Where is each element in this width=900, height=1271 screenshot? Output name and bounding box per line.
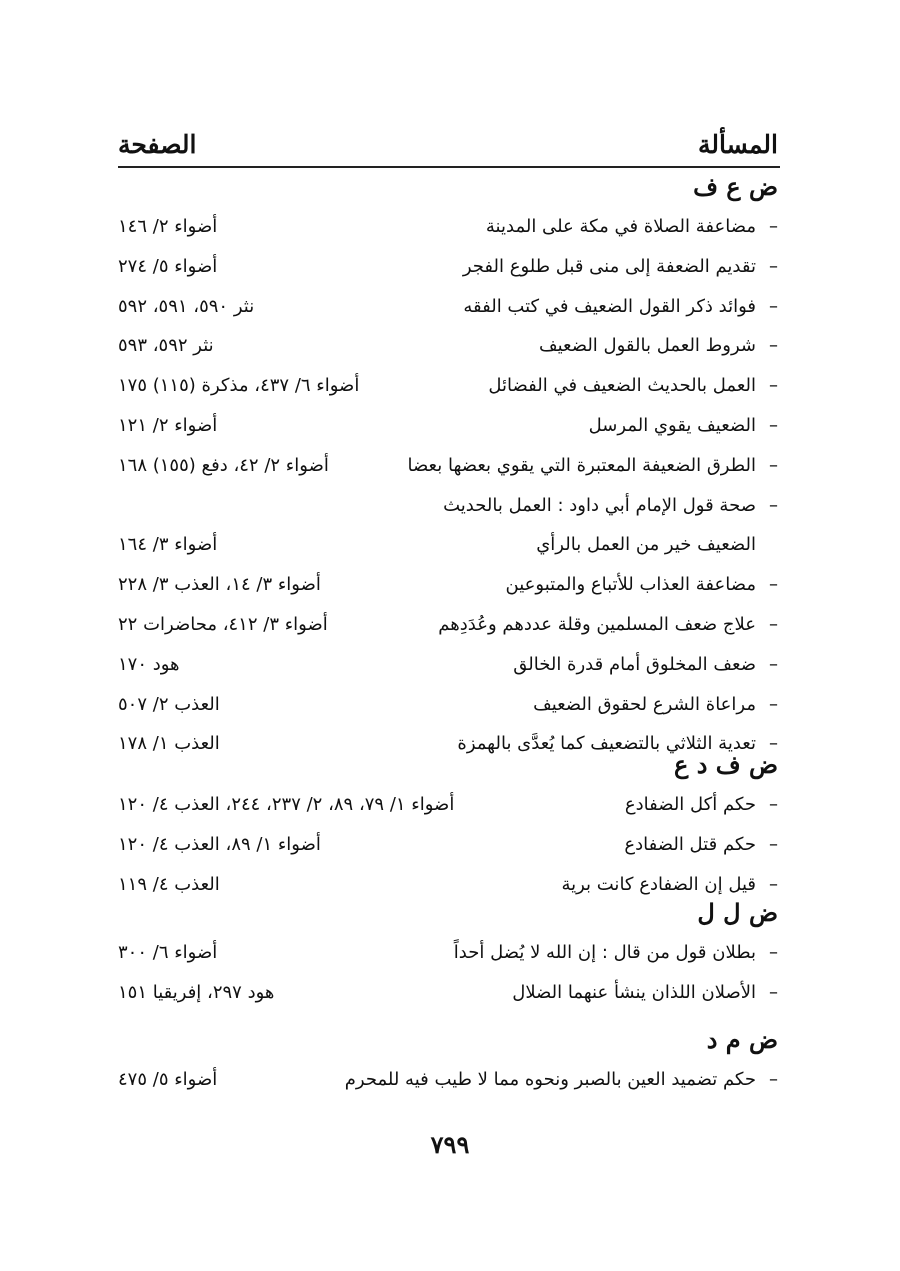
index-entry <box>118 329 778 365</box>
entry-issue: حكم أكل الضفادع <box>624 794 756 815</box>
index-entry <box>118 1063 778 1099</box>
section-title: ض م د <box>706 1025 778 1054</box>
entry-issue: مراعاة الشرع لحقوق الضعيف <box>533 694 756 715</box>
entry-dash: – <box>769 574 778 595</box>
entry-issue: مضاعفة العذاب للأتباع والمتبوعين <box>505 574 756 595</box>
section-title: ض ل ل <box>697 898 778 927</box>
entry-page-ref: العذب ١/ ١٧٨ <box>118 733 220 754</box>
entry-page-ref: أضواء ٦/ ٤٣٧، مذكرة (١١٥) ١٧٥ <box>118 375 360 396</box>
entry-dash: – <box>769 874 778 895</box>
entry-issue: حكم تضميد العين بالصبر ونحوه مما لا طيب فيه للمحرم <box>344 1069 756 1090</box>
header-divider <box>118 166 780 168</box>
entry-dash: – <box>769 375 778 396</box>
index-entry <box>118 608 778 644</box>
page-number: ٧٩٩ <box>430 1130 470 1159</box>
entry-dash: – <box>769 654 778 675</box>
entry-issue: الضعيف يقوي المرسل <box>588 415 756 436</box>
index-entry <box>118 568 778 604</box>
entry-dash: – <box>769 794 778 815</box>
entry-page-ref: أضواء ٥/ ٤٧٥ <box>118 1069 218 1090</box>
entry-dash: – <box>769 455 778 476</box>
entry-page-ref: أضواء ٢/ ١٤٦ <box>118 216 218 237</box>
index-entry <box>118 250 778 286</box>
entry-dash: – <box>769 1069 778 1090</box>
entry-dash: – <box>769 982 778 1003</box>
entry-dash: – <box>769 216 778 237</box>
index-entry <box>118 648 778 684</box>
page-column-label: الصفحة <box>118 129 197 159</box>
entry-dash: – <box>769 335 778 356</box>
index-entry <box>118 449 778 485</box>
index-entry <box>118 290 778 326</box>
entry-issue: بطلان قول من قال : إن الله لا يُضل أحداً <box>453 942 756 963</box>
entry-page-ref: هود ٢٩٧، إفريقيا ١٥١ <box>118 982 275 1003</box>
entry-dash: – <box>769 296 778 317</box>
entry-page-ref: أضواء ٣/ ١٤، العذب ٣/ ٢٢٨ <box>118 574 321 595</box>
index-entry <box>118 369 778 405</box>
entry-page-ref: أضواء ٦/ ٣٠٠ <box>118 942 218 963</box>
entry-issue: الطرق الضعيفة المعتبرة التي يقوي بعضها بعضا <box>407 455 756 476</box>
entry-page-ref: هود ١٧٠ <box>118 654 180 675</box>
index-entry <box>118 210 778 246</box>
index-entry <box>118 936 778 972</box>
index-entry <box>118 788 778 824</box>
index-entry <box>118 489 778 525</box>
entry-page-ref: نثر ٥٩٠، ٥٩١، ٥٩٢ <box>118 296 255 317</box>
index-entry <box>118 868 778 904</box>
section-title: ض ع ف <box>693 172 778 201</box>
index-entry <box>118 409 778 445</box>
index-entry <box>118 688 778 724</box>
entry-issue: الأصلان اللذان ينشأ عنهما الضلال <box>512 982 756 1003</box>
entry-issue: شروط العمل بالقول الضعيف <box>538 335 756 356</box>
entry-dash: – <box>769 256 778 277</box>
entry-page-ref: نثر ٥٩٢، ٥٩٣ <box>118 335 214 356</box>
entry-issue: فوائد ذكر القول الضعيف في كتب الفقه <box>463 296 756 317</box>
entry-issue: قيل إن الضفادع كانت برية <box>561 874 756 895</box>
entry-issue: ضعف المخلوق أمام قدرة الخالق <box>513 654 756 675</box>
entry-page-ref: أضواء ٥/ ٢٧٤ <box>118 256 218 277</box>
entry-page-ref: أضواء ١/ ٨٩، العذب ٤/ ١٢٠ <box>118 834 321 855</box>
entry-issue: صحة قول الإمام أبي داود : العمل بالحديث <box>443 495 756 516</box>
entry-page-ref: أضواء ٣/ ١٦٤ <box>118 534 218 555</box>
entry-dash: – <box>769 733 778 754</box>
entry-page-ref: أضواء ١/ ٧٩، ٨٩، ٢/ ٢٣٧، ٢٤٤، العذب ٤/ ١٢٠ <box>118 794 455 815</box>
entry-dash: – <box>769 495 778 516</box>
entry-dash: – <box>769 942 778 963</box>
entry-issue: علاج ضعف المسلمين وقلة عددهم وعُدَدِهم <box>438 614 756 635</box>
column-header <box>118 126 778 162</box>
entry-page-ref: أضواء ٢/ ١٢١ <box>118 415 218 436</box>
entry-issue: تقديم الضعفة إلى منى قبل طلوع الفجر <box>462 256 756 277</box>
entry-issue: حكم قتل الضفادع <box>624 834 756 855</box>
entry-dash: – <box>769 614 778 635</box>
entry-page-ref: العذب ٤/ ١١٩ <box>118 874 220 895</box>
index-entry <box>118 976 778 1012</box>
issue-column-label: المسألة <box>698 129 778 159</box>
entry-issue: العمل بالحديث الضعيف في الفضائل <box>488 375 756 396</box>
index-entry <box>118 828 778 864</box>
entry-dash: – <box>769 694 778 715</box>
entry-issue: مضاعفة الصلاة في مكة على المدينة <box>485 216 756 237</box>
entry-page-ref: أضواء ٣/ ٤١٢، محاضرات ٢٢ <box>118 614 328 635</box>
index-entry <box>118 528 778 564</box>
entry-page-ref: العذب ٢/ ٥٠٧ <box>118 694 220 715</box>
entry-dash: – <box>769 415 778 436</box>
entry-issue: تعدية الثلاثي بالتضعيف كما يُعدَّى بالهمزة <box>457 733 756 754</box>
entry-page-ref: أضواء ٢/ ٤٢، دفع (١٥٥) ١٦٨ <box>118 455 329 476</box>
entry-dash: – <box>769 834 778 855</box>
entry-issue: الضعيف خير من العمل بالرأي <box>536 534 756 555</box>
section-title: ض ف د ع <box>674 750 778 779</box>
